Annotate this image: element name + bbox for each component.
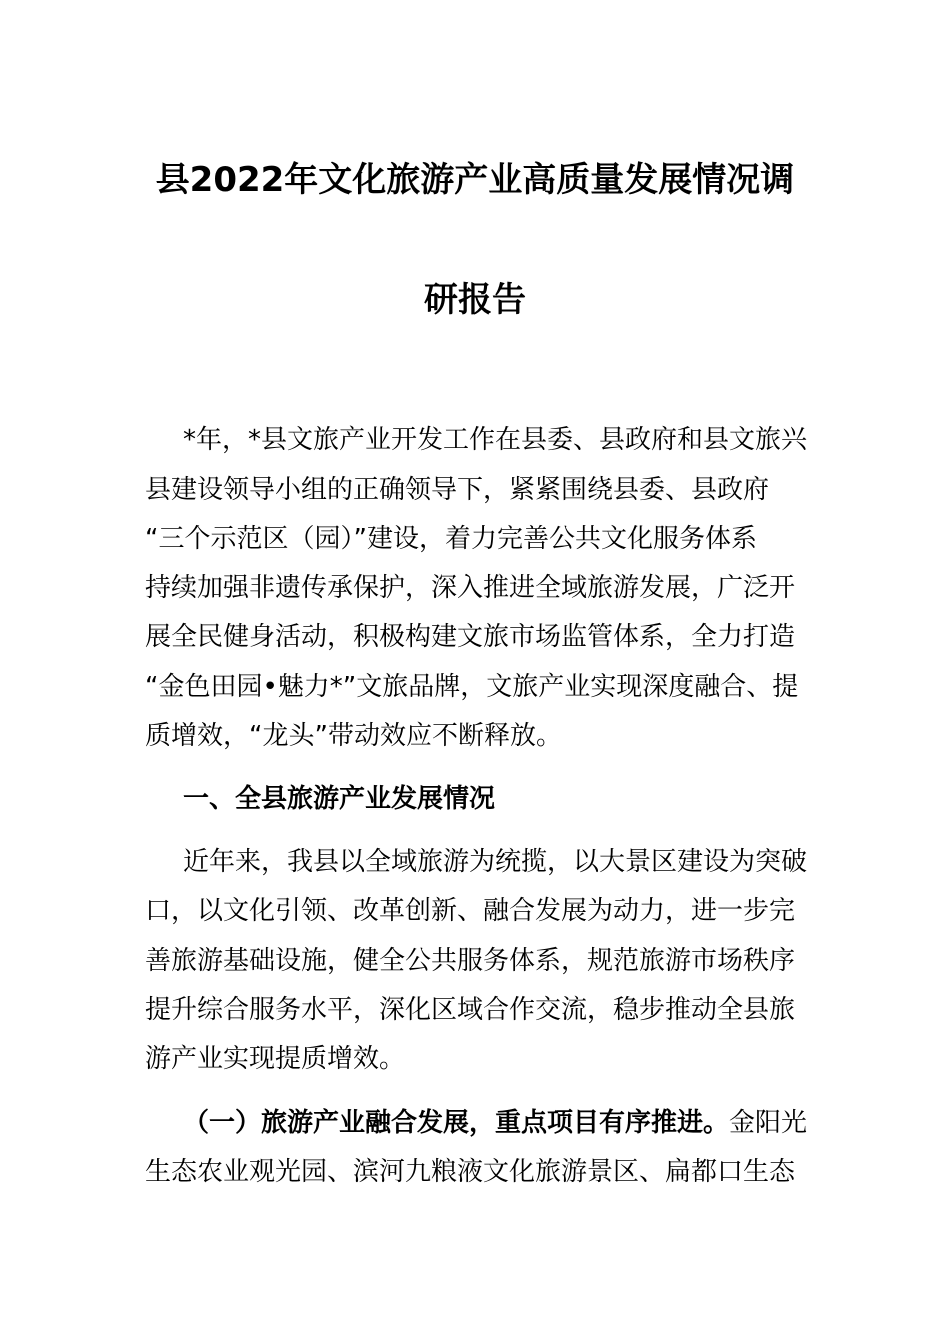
paragraph-2-line-5: 游产业实现提质增效。: [145, 1044, 406, 1074]
subsection-heading-1: （一）旅游产业融合发展，重点项目有序推进。: [183, 1108, 730, 1138]
paragraph-2-line-2: 口，以文化引领、改革创新、融合发展为动力，进一步完: [145, 896, 796, 926]
paragraph-1-line-7: 质增效，“龙头”带动效应不断释放。: [145, 721, 562, 751]
paragraph-1-line-6: “金色田园•魅力*”文旅品牌，文旅产业实现深度融合、提: [145, 672, 799, 702]
paragraph-1-line-1: *年，*县文旅产业开发工作在县委、县政府和县文旅兴: [183, 425, 807, 455]
paragraph-1-line-2: 县建设领导小组的正确领导下，紧紧围绕县委、县政府: [145, 475, 770, 505]
section-heading-1: 一、全县旅游产业发展情况: [183, 784, 496, 814]
paragraph-2-line-4: 提升综合服务水平，深化区域合作交流，稳步推动全县旅: [145, 995, 796, 1025]
paragraph-3-line-2: 生态农业观光园、滨河九粮液文化旅游景区、扁都口生态: [145, 1157, 796, 1187]
paragraph-3-lead-text: 金阳光: [729, 1108, 807, 1138]
paragraph-3-line-1: [145, 1106, 807, 1140]
document-title-line-1: 县2022年文化旅游产业高质量发展情况调: [155, 160, 795, 200]
paragraph-1-line-5: 展全民健身活动，积极构建文旅市场监管体系，全力打造: [145, 622, 796, 652]
paragraph-2-line-3: 善旅游基础设施，健全公共服务体系，规范旅游市场秩序: [145, 946, 796, 976]
paragraph-2-line-1: 近年来，我县以全域旅游为统揽，以大景区建设为突破: [183, 847, 807, 877]
paragraph-1-line-3: “三个示范区（园）”建设，着力完善公共文化服务体系: [145, 524, 757, 554]
document-title-line-2: 研报告: [424, 280, 526, 320]
paragraph-1-line-4: 持续加强非遗传承保护，深入推进全域旅游发展，广泛开: [145, 573, 796, 603]
